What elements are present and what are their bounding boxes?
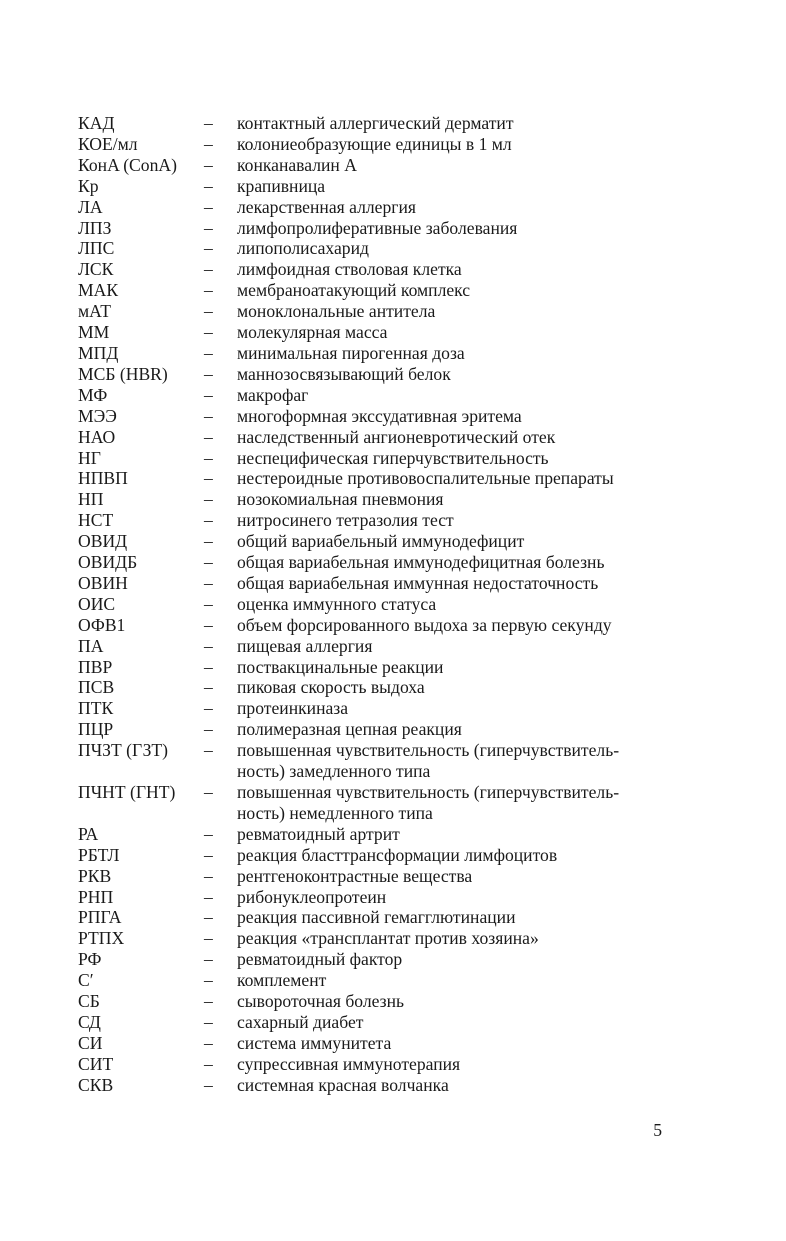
abbreviation-term: ПЧНТ (ГНТ) (78, 782, 176, 802)
abbreviation-definition: общая вариабельная иммунодефицитная болезнь (237, 552, 605, 573)
abbreviation-entry (78, 573, 678, 594)
abbreviation-term: ЛПЗ (78, 217, 112, 238)
abbreviation-term: НГ (78, 447, 101, 468)
abbreviation-definition: сывороточная болезнь (237, 991, 405, 1012)
abbreviation-entry (78, 343, 678, 364)
abbreviation-definition: полимеразная цепная реакция (237, 719, 462, 740)
abbreviation-definition: система иммунитета (237, 1032, 392, 1053)
abbreviation-definition: лимфоидная стволовая клетка (237, 259, 462, 280)
abbreviation-definition: поствакцинальные реакции (237, 656, 444, 677)
entry-dash: – (204, 823, 213, 844)
abbreviation-definition: нестероидные противовоспалительные препараты (237, 468, 614, 489)
abbreviation-definition: колониеобразующие единицы в 1 мл (237, 133, 512, 154)
entry-dash: – (204, 363, 213, 384)
abbreviation-term: ОФВ1 (78, 614, 126, 635)
abbreviation-definition: общая вариабельная иммунная недостаточность (237, 572, 599, 593)
abbreviation-term: НАО (78, 426, 116, 447)
abbreviation-term: ПВР (78, 656, 113, 677)
abbreviation-entry (78, 1054, 678, 1075)
abbreviation-definition: протеинкиназа (237, 698, 349, 719)
entry-dash: – (204, 907, 213, 928)
entry-dash: – (204, 196, 213, 217)
entry-dash: – (204, 970, 213, 991)
abbreviation-entry (78, 364, 678, 385)
abbreviation-entry (78, 824, 678, 845)
abbreviation-term: ПЧЗТ (ГЗТ) (78, 740, 168, 761)
abbreviation-definition: повышенная чувствительность (гиперчувствитель- ность) немедленного типа (237, 782, 620, 823)
abbreviation-definition: рентгеноконтрастные вещества (237, 865, 473, 886)
entry-dash: – (204, 447, 213, 468)
entry-dash: – (204, 991, 213, 1012)
abbreviation-term: ОВИДБ (78, 552, 138, 573)
abbreviation-definition: минимальная пирогенная доза (237, 342, 465, 363)
abbreviation-definition: нозокомиальная пневмония (237, 489, 444, 510)
abbreviation-definition: оценка иммунного статуса (237, 593, 437, 614)
abbreviation-definition: неспецифическая гиперчувствительность (237, 447, 549, 468)
abbreviation-definition: ревматоидный фактор (237, 949, 403, 970)
abbreviation-definition: лимфопролиферативные заболевания (237, 217, 518, 238)
entry-dash: – (204, 301, 213, 322)
abbreviation-definition: ревматоидный артрит (237, 823, 400, 844)
abbreviation-term: МАК (78, 280, 119, 301)
abbreviation-entry (78, 322, 678, 343)
abbreviation-entry (78, 1033, 678, 1054)
abbreviation-entry (78, 698, 678, 719)
abbreviation-term: ОВИН (78, 572, 128, 593)
entry-dash: – (204, 384, 213, 405)
entry-dash: – (204, 552, 213, 573)
abbreviation-entry (78, 134, 678, 155)
entry-dash: – (204, 949, 213, 970)
entry-dash: – (204, 217, 213, 238)
abbreviation-definition: пищевая аллергия (237, 635, 373, 656)
abbreviation-entry (78, 928, 678, 949)
abbreviation-definition: реакция пассивной гемагглютинации (237, 907, 516, 928)
abbreviation-entry (78, 301, 678, 322)
entry-dash: – (204, 865, 213, 886)
abbreviation-entry (78, 176, 678, 197)
abbreviation-entry (78, 218, 678, 239)
abbreviation-entry (78, 615, 678, 636)
abbreviation-entry (78, 887, 678, 908)
abbreviation-entry (78, 238, 678, 259)
abbreviation-entry (78, 259, 678, 280)
abbreviation-term: ЛА (78, 196, 103, 217)
entry-dash: – (204, 154, 213, 175)
abbreviation-definition: сахарный диабет (237, 1011, 364, 1032)
abbreviation-term: ЛСК (78, 259, 114, 280)
abbreviation-definition: лекарственная аллергия (237, 196, 416, 217)
entry-dash: – (204, 740, 213, 761)
abbreviation-term: СИТ (78, 1053, 114, 1074)
abbreviation-entry (78, 740, 678, 782)
entry-dash: – (204, 405, 213, 426)
abbreviation-entry (78, 552, 678, 573)
abbreviation-term: КОЕ/мл (78, 133, 138, 154)
abbreviation-term: РФ (78, 949, 102, 970)
entry-dash: – (204, 719, 213, 740)
abbreviation-entry (78, 845, 678, 866)
abbreviation-term: РТПХ (78, 928, 125, 949)
abbreviation-term: КонA (ConA) (78, 154, 177, 175)
abbreviation-definition: маннозосвязывающий белок (237, 363, 451, 384)
abbreviation-entry (78, 907, 678, 928)
abbreviation-definition: общий вариабельный иммунодефицит (237, 531, 525, 552)
entry-dash: – (204, 342, 213, 363)
entry-dash: – (204, 259, 213, 280)
abbreviation-definition: моноклональные антитела (237, 301, 436, 322)
entry-dash: – (204, 886, 213, 907)
abbreviation-term: ПСВ (78, 677, 115, 698)
abbreviation-entry (78, 489, 678, 510)
abbreviation-term: ПТК (78, 698, 114, 719)
abbreviation-term: ЛПС (78, 238, 115, 259)
entry-dash: – (204, 593, 213, 614)
abbreviation-definition: конканавалин A (237, 154, 357, 175)
abbreviation-definition: крапивница (237, 175, 326, 196)
abbreviation-term: МЭЭ (78, 405, 117, 426)
entry-dash: – (204, 133, 213, 154)
page-number: 5 (653, 1120, 662, 1140)
abbreviation-term: СИ (78, 1032, 103, 1053)
abbreviation-definition: молекулярная масса (237, 322, 388, 343)
abbreviation-definition: супрессивная иммунотерапия (237, 1053, 461, 1074)
abbreviation-term: ОИС (78, 593, 116, 614)
abbreviation-definition: рибонуклеопротеин (237, 886, 387, 907)
abbreviation-entry (78, 510, 678, 531)
abbreviation-term: КАД (78, 113, 115, 133)
abbreviation-entry (78, 677, 678, 698)
abbreviation-entry (78, 782, 678, 824)
abbreviation-definition: многоформная экссудативная эритема (237, 405, 522, 426)
abbreviation-entry (78, 427, 678, 448)
abbreviation-term: С′ (78, 970, 94, 991)
abbreviation-list (78, 113, 678, 1096)
entry-dash: – (204, 113, 213, 133)
abbreviation-term: РПГА (78, 907, 122, 928)
entry-dash: – (204, 426, 213, 447)
abbreviation-term: ПА (78, 635, 104, 656)
entry-dash: – (204, 175, 213, 196)
entry-dash: – (204, 635, 213, 656)
abbreviation-term: МФ (78, 384, 108, 405)
entry-dash: – (204, 531, 213, 552)
entry-dash: – (204, 1053, 213, 1074)
abbreviation-term: ОВИД (78, 531, 128, 552)
abbreviation-term: РБТЛ (78, 844, 120, 865)
abbreviation-term: МСБ (HBR) (78, 363, 168, 384)
abbreviation-entry (78, 970, 678, 991)
entry-dash: – (204, 1032, 213, 1053)
abbreviation-definition: макрофаг (237, 384, 309, 405)
entry-dash: – (204, 614, 213, 635)
entry-dash: – (204, 698, 213, 719)
abbreviation-term: НСТ (78, 510, 114, 531)
abbreviation-term: МПД (78, 342, 119, 363)
entry-dash: – (204, 322, 213, 343)
abbreviation-term: мАТ (78, 301, 112, 322)
entry-dash: – (204, 489, 213, 510)
abbreviation-term: РКВ (78, 865, 112, 886)
abbreviation-definition: липополисахарид (237, 238, 369, 259)
abbreviation-entry (78, 949, 678, 970)
abbreviation-definition: повышенная чувствительность (гиперчувствитель- ность) замедленного типа (237, 740, 620, 782)
abbreviation-entry (78, 1012, 678, 1033)
entry-dash: – (204, 656, 213, 677)
abbreviation-entry (78, 531, 678, 552)
abbreviation-term: СБ (78, 991, 100, 1012)
abbreviation-definition: объем форсированного выдоха за первую секунду (237, 614, 612, 635)
abbreviation-definition: наследственный ангионевротический отек (237, 426, 556, 447)
abbreviation-entry (78, 636, 678, 657)
abbreviation-entry (78, 468, 678, 489)
abbreviation-term: НПВП (78, 468, 128, 489)
abbreviation-entry (78, 155, 678, 176)
entry-dash: – (204, 572, 213, 593)
abbreviation-term: РНП (78, 886, 114, 907)
abbreviation-term: ПЦР (78, 719, 114, 740)
abbreviation-entry (78, 197, 678, 218)
abbreviation-term: ММ (78, 322, 110, 343)
abbreviation-entry (78, 448, 678, 469)
entry-dash: – (204, 468, 213, 489)
abbreviation-entry (78, 657, 678, 678)
abbreviation-entry (78, 385, 678, 406)
abbreviation-entry (78, 1075, 678, 1096)
entry-dash: – (204, 510, 213, 531)
entry-dash: – (204, 677, 213, 698)
entry-dash: – (204, 280, 213, 301)
abbreviation-definition: системная красная волчанка (237, 1074, 449, 1095)
entry-dash: – (204, 928, 213, 949)
abbreviation-entry (78, 406, 678, 427)
abbreviation-entry (78, 991, 678, 1012)
abbreviation-entry (78, 719, 678, 740)
abbreviation-definition: мембраноатакующий комплекс (237, 280, 471, 301)
abbreviation-entry (78, 594, 678, 615)
abbreviation-term: РА (78, 823, 99, 844)
entry-dash: – (204, 1074, 213, 1095)
abbreviation-entry (78, 280, 678, 301)
abbreviation-definition: комплемент (237, 970, 327, 991)
abbreviation-definition: реакция бласттрансформации лимфоцитов (237, 844, 558, 865)
abbreviation-term: СКВ (78, 1074, 114, 1095)
entry-dash: – (204, 844, 213, 865)
abbreviation-definition: реакция «трансплантат против хозяина» (237, 928, 539, 949)
abbreviation-entry (78, 866, 678, 887)
entry-dash: – (204, 782, 213, 802)
entry-dash: – (204, 238, 213, 259)
abbreviation-term: НП (78, 489, 104, 510)
abbreviation-definition: пиковая скорость выдоха (237, 677, 425, 698)
abbreviation-term: Кр (78, 175, 99, 196)
abbreviation-entry (78, 113, 678, 134)
abbreviation-definition: нитросинего тетразолия тест (237, 510, 454, 531)
entry-dash: – (204, 1011, 213, 1032)
abbreviation-term: СД (78, 1011, 101, 1032)
abbreviation-definition: контактный аллергический дерматит (237, 113, 514, 133)
